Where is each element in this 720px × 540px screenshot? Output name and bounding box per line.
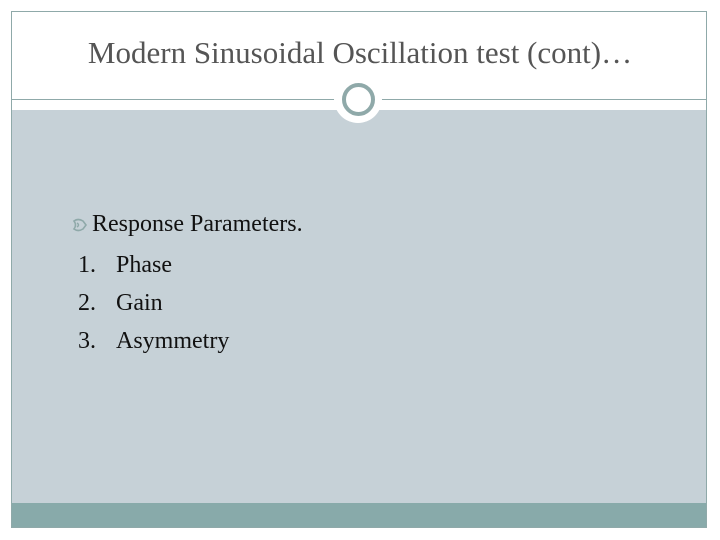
list-label: Phase [116, 252, 172, 278]
circle-ornament-icon [334, 75, 382, 123]
footer-bar [12, 503, 706, 527]
ribbon-bullet-icon [72, 217, 88, 233]
bullet-item [72, 211, 303, 238]
list-item [78, 250, 229, 288]
list-number: 2. [78, 290, 96, 316]
bullet-text: Response Parameters. [92, 211, 303, 237]
slide-title: Modern Sinusoidal Oscillation test (cont)… [87, 35, 633, 70]
list-item [78, 288, 229, 326]
list-label: Gain [116, 290, 163, 316]
list-item [78, 326, 229, 364]
numbered-list [78, 250, 229, 364]
list-number: 3. [78, 328, 96, 354]
list-label: Asymmetry [116, 328, 230, 354]
list-number: 1. [78, 252, 96, 278]
